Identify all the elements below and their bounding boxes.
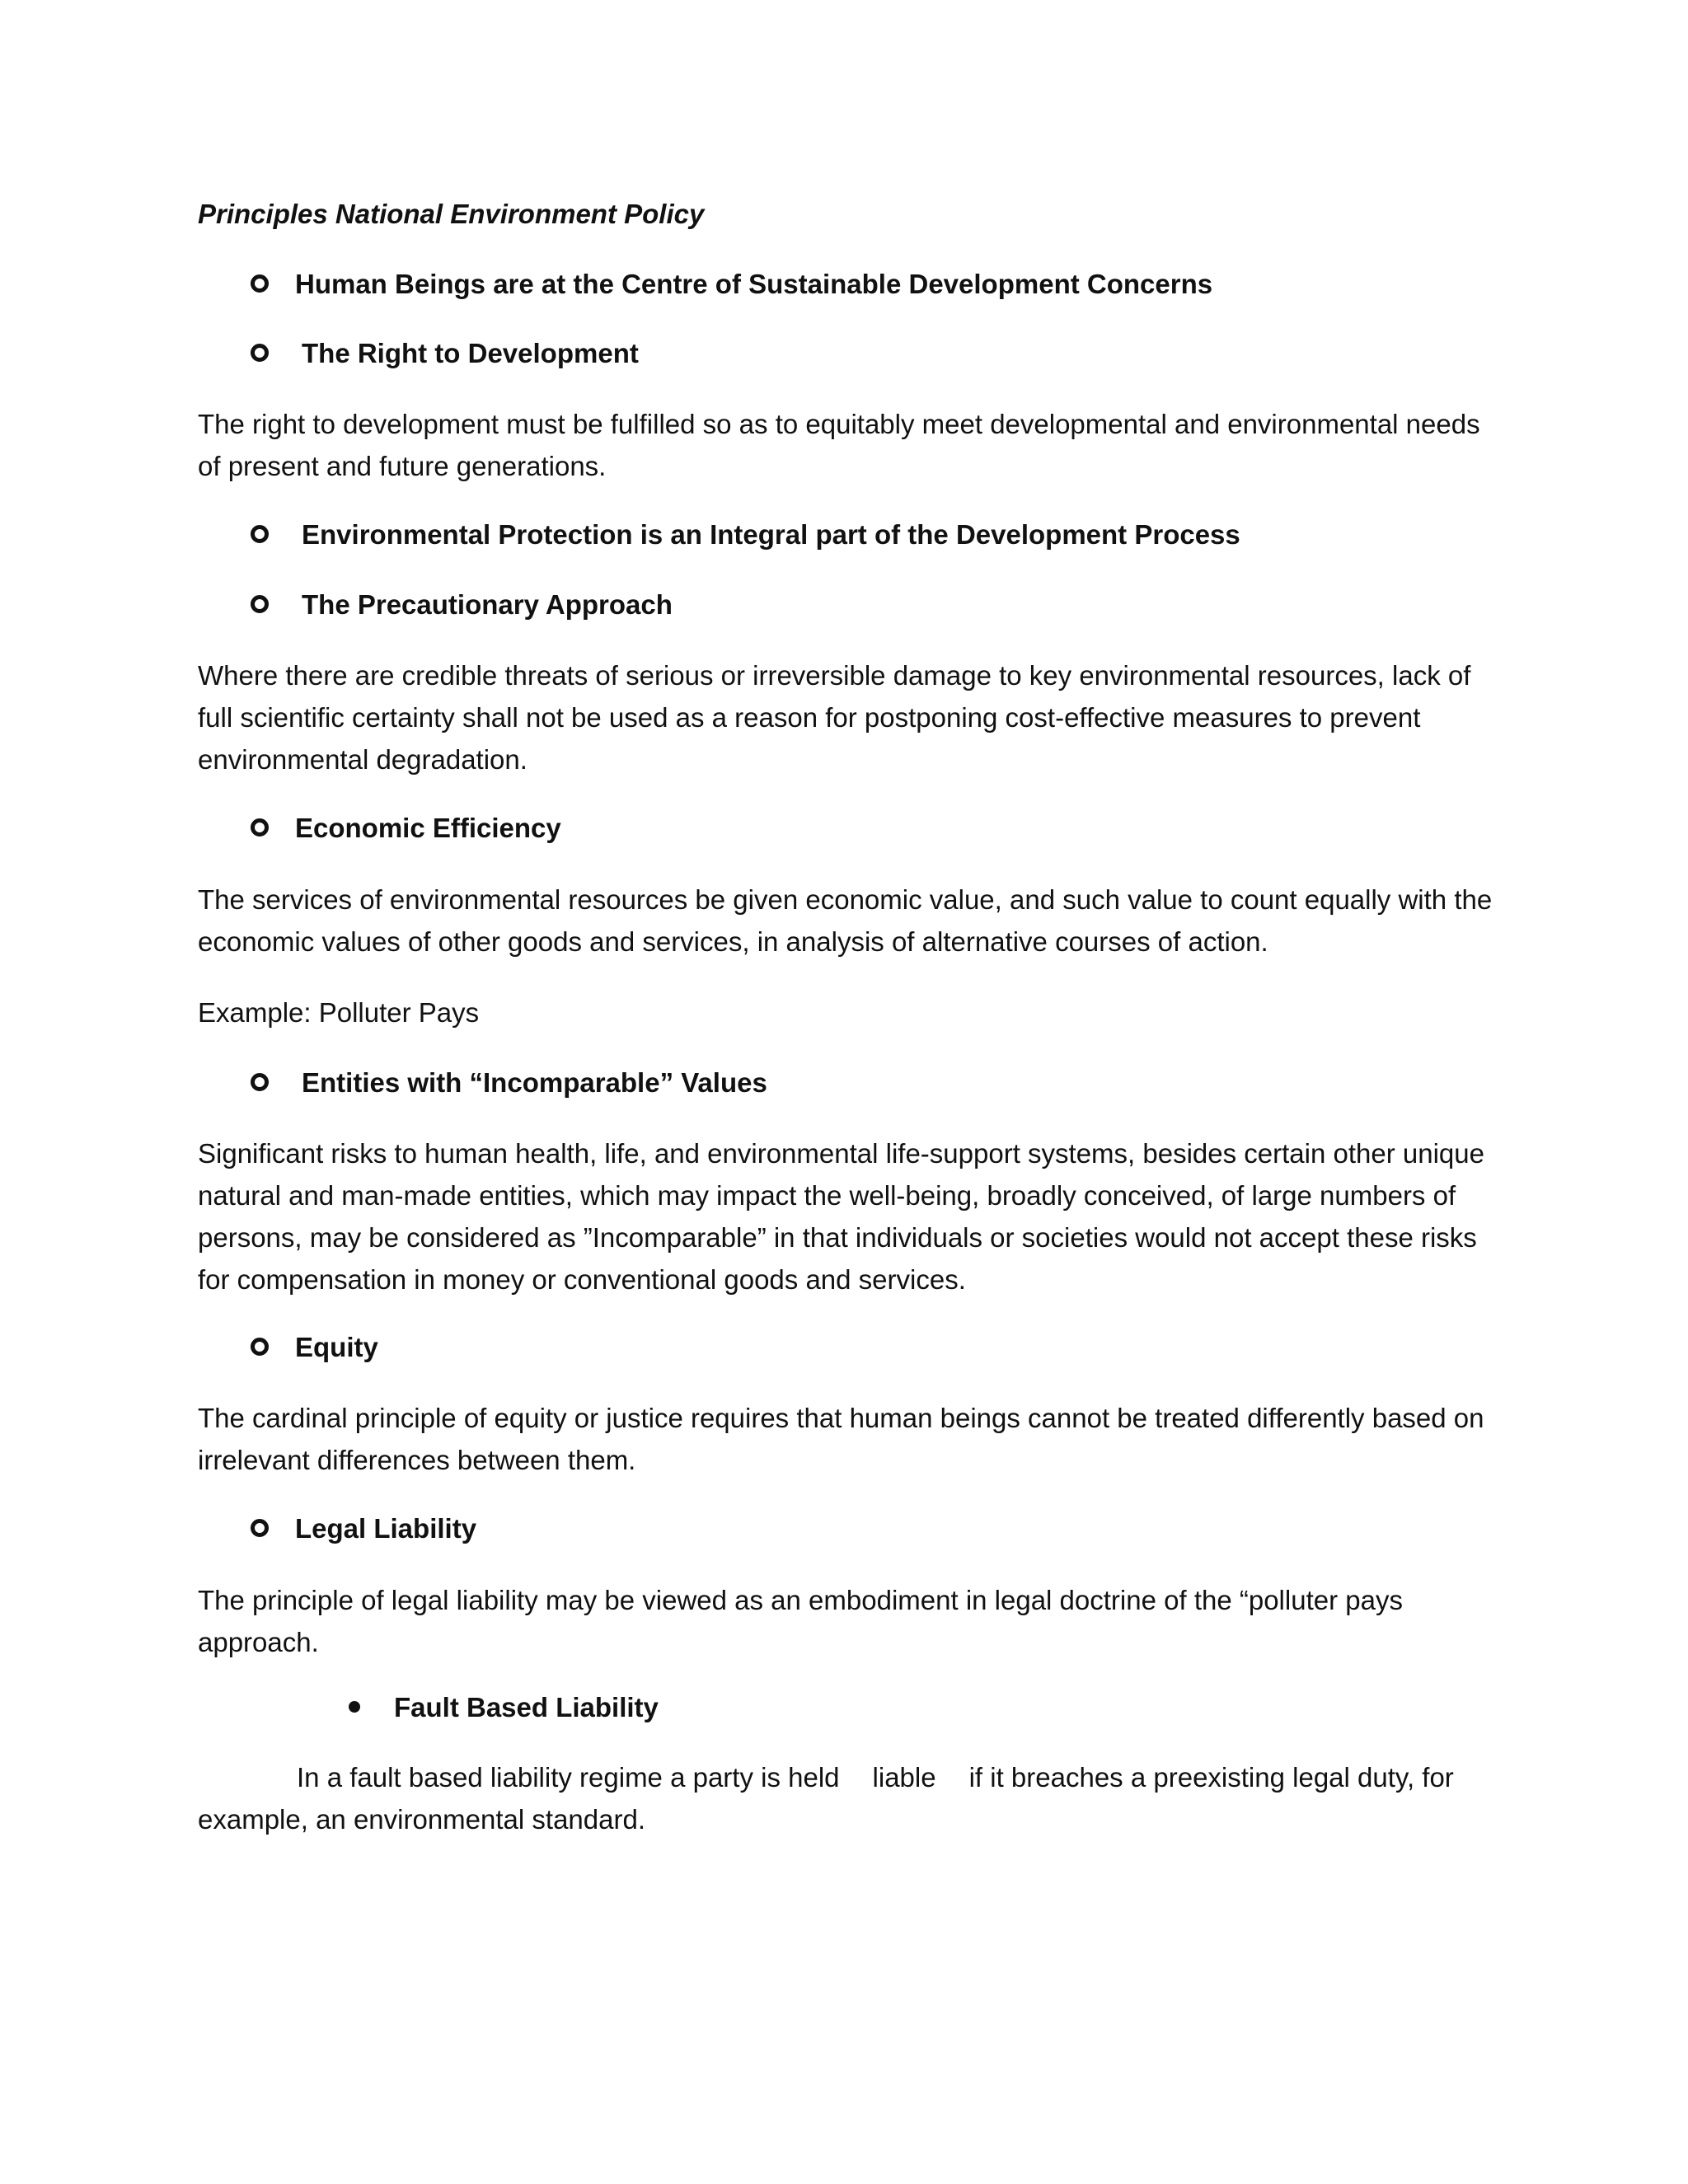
- section-heading-equity: Equity: [295, 1332, 378, 1362]
- section-heading-legal-liability: Legal Liability: [295, 1513, 477, 1544]
- hollow-circle-bullet-icon: [251, 595, 269, 613]
- subsection-heading-fault-based-liability: Fault Based Liability: [394, 1692, 659, 1722]
- paragraph-right-to-development: The right to development must be fulfilled so as to equitably meet developmental and environmental needs of present and future generations.: [198, 409, 1480, 481]
- hollow-circle-bullet-icon: [251, 1073, 269, 1091]
- paragraph-incomparable-values: Significant risks to human health, life, and environmental life-support systems, besides certain other unique natural and man-made entities, which may impact the well-being, broadly conceived, of large numbers of persons, may be considered as ”Incomparable” in that individuals or societies would not accept these risks for compensation in money or conventional goods and services.: [198, 1138, 1484, 1295]
- hollow-circle-bullet-icon: [251, 818, 269, 837]
- paragraph-legal-liability: The principle of legal liability may be viewed as an embodiment in legal doctrine of the “polluter pays approach.: [198, 1585, 1403, 1657]
- section-heading-environmental-protection: Environmental Protection is an Integral part of the Development Process: [302, 519, 1240, 550]
- hollow-circle-bullet-icon: [251, 1338, 269, 1356]
- section-heading-incomparable-values: Entities with “Incomparable” Values: [302, 1067, 767, 1098]
- fault-liability-text-part1: In a fault based liability regime a party is held: [297, 1762, 840, 1793]
- fault-liability-text-part2: liable: [872, 1762, 936, 1793]
- filled-circle-bullet-icon: [349, 1701, 360, 1713]
- section-heading-human-beings: Human Beings are at the Centre of Sustainable Development Concerns: [295, 269, 1213, 299]
- section-heading-economic-efficiency: Economic Efficiency: [295, 813, 561, 843]
- fault-liability-text-part3: if it breaches a preexisting legal duty, for example, an environmental standard.: [198, 1762, 1454, 1835]
- hollow-circle-bullet-icon: [251, 525, 269, 543]
- example-polluter-pays: Example: Polluter Pays: [198, 997, 480, 1028]
- section-heading-right-to-development: The Right to Development: [302, 338, 639, 368]
- section-heading-precautionary-approach: The Precautionary Approach: [302, 589, 673, 620]
- hollow-circle-bullet-icon: [251, 274, 269, 293]
- paragraph-equity: The cardinal principle of equity or justice requires that human beings cannot be treated differently based on irrelevant differences between them.: [198, 1403, 1484, 1475]
- hollow-circle-bullet-icon: [251, 1519, 269, 1537]
- hollow-circle-bullet-icon: [251, 344, 269, 362]
- page-title: Principles National Environment Policy: [198, 199, 705, 229]
- paragraph-economic-efficiency: The services of environmental resources be given economic value, and such value to count equally with the economic values of other goods and services, in analysis of alternative courses of action.: [198, 884, 1493, 957]
- paragraph-fault-based-liability: [198, 1756, 1500, 1840]
- paragraph-precautionary-approach: Where there are credible threats of serious or irreversible damage to key environmental resources, lack of full scientific certainty shall not be used as a reason for postponing cost-effective measures to prevent environmental degradation.: [198, 660, 1471, 775]
